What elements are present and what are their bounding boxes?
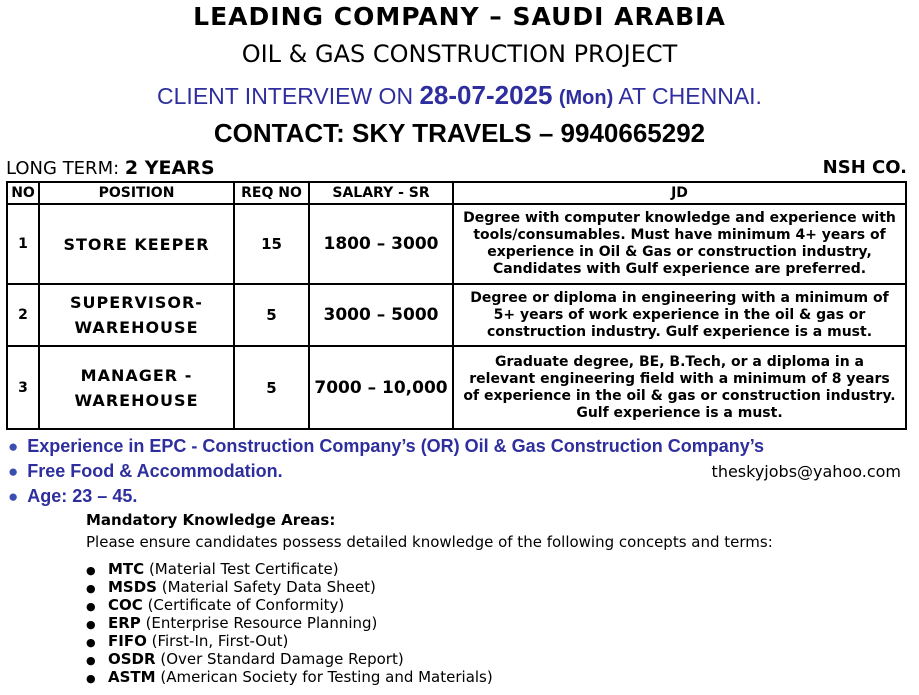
bullet-icon: ●	[86, 600, 96, 613]
company-name: NSH CO.	[822, 157, 907, 178]
jd-line: Candidates with Gulf experience are preferred.	[492, 261, 867, 277]
page-title: LEADING COMPANY – SAUDI ARABIA	[193, 2, 726, 31]
jd-line: relevant engineering field with a minimum of 8 years	[469, 370, 890, 387]
table-row	[7, 204, 906, 284]
knowledge-terms-list	[86, 560, 493, 686]
term-meaning: (American Society for Testing and Materials)	[160, 668, 493, 686]
term: MTC	[108, 560, 145, 578]
list-item	[86, 596, 493, 614]
interview-day: (Mon)	[558, 87, 614, 109]
interview-date: 28-07-2025	[419, 80, 553, 110]
position-line: WAREHOUSE	[74, 390, 199, 410]
row-req-no: 5	[234, 346, 309, 429]
term: ASTM	[108, 668, 156, 686]
jd-line: Graduate degree, BE, B.Tech, or a diploma in a	[495, 353, 864, 370]
knowledge-description: Please ensure candidates possess detailed knowledge of the following concepts and terms:	[86, 533, 773, 551]
table-row	[7, 284, 906, 346]
term-meaning: (Enterprise Resource Planning)	[145, 614, 378, 632]
bullet-icon: ●	[8, 487, 19, 506]
row-jd	[453, 204, 906, 284]
highlight-text: Age: 23 – 45.	[27, 486, 138, 506]
row-position	[39, 204, 234, 284]
list-item	[86, 668, 493, 686]
term: FIFO	[108, 632, 147, 650]
term-meaning: (Material Safety Data Sheet)	[161, 578, 376, 596]
jd-line: Gulf experience is a must.	[576, 404, 783, 421]
header-position: POSITION	[39, 182, 234, 204]
row-salary: 7000 – 10,000	[309, 346, 453, 429]
jd-line: Degree or diploma in engineering with a minimum of	[470, 289, 889, 306]
bullet-icon: ●	[86, 582, 96, 595]
bullet-icon: ●	[86, 564, 96, 577]
term-meaning: (Material Test Certificate)	[148, 560, 339, 578]
bullet-icon: ●	[8, 462, 19, 481]
contact-line: CONTACT: SKY TRAVELS – 9940665292	[213, 118, 706, 148]
list-item	[86, 614, 493, 632]
jd-line: experience in Oil & Gas or construction industry,	[487, 244, 872, 260]
row-position	[39, 346, 234, 429]
long-term-label: LONG TERM:	[6, 158, 120, 179]
term: COC	[108, 596, 143, 614]
term-meaning: (Certificate of Conformity)	[147, 596, 345, 614]
row-salary: 3000 – 5000	[309, 284, 453, 346]
row-no: 2	[7, 284, 39, 346]
table-header-row	[7, 182, 906, 204]
interview-suffix: AT CHENNAI.	[618, 83, 762, 109]
row-req-no: 15	[234, 204, 309, 284]
position-line: WAREHOUSE	[74, 318, 199, 337]
term: MSDS	[108, 578, 157, 596]
highlights-list	[8, 434, 764, 509]
row-position	[39, 284, 234, 346]
row-no: 3	[7, 346, 39, 429]
bullet-icon: ●	[86, 672, 96, 685]
term-meaning: (Over Standard Damage Report)	[160, 650, 404, 668]
header-salary: SALARY - SR	[309, 182, 453, 204]
jd-line: Degree with computer knowledge and experience with	[463, 210, 896, 226]
bullet-icon: ●	[86, 618, 96, 631]
list-item	[8, 459, 764, 484]
interview-prefix: CLIENT INTERVIEW ON	[157, 83, 414, 109]
header-req-no: REQ NO	[234, 182, 309, 204]
header-jd: JD	[453, 182, 906, 204]
long-term-value: 2 YEARS	[124, 157, 215, 179]
row-req-no: 5	[234, 284, 309, 346]
page-subtitle: OIL & GAS CONSTRUCTION PROJECT	[241, 40, 678, 68]
knowledge-heading: Mandatory Knowledge Areas:	[86, 511, 336, 529]
row-jd	[453, 346, 906, 429]
position-line: SUPERVISOR-	[70, 293, 203, 312]
term: ERP	[108, 614, 141, 632]
position-line: MANAGER -	[80, 365, 193, 385]
row-jd	[453, 284, 906, 346]
header-no: NO	[7, 182, 39, 204]
list-item	[86, 578, 493, 596]
contact-email: theskyjobs@yahoo.com	[711, 462, 901, 481]
row-no: 1	[7, 204, 39, 284]
term: OSDR	[108, 650, 156, 668]
jd-line: tools/consumables. Must have minimum 4+ years of	[473, 227, 886, 243]
position-line: STORE KEEPER	[63, 234, 210, 254]
list-item	[86, 560, 493, 578]
row-salary: 1800 – 3000	[309, 204, 453, 284]
jd-line: 5+ years of work experience in the oil & gas or	[493, 306, 866, 323]
list-item	[86, 650, 493, 668]
long-term	[6, 157, 215, 179]
bullet-icon: ●	[8, 437, 19, 456]
list-item	[86, 632, 493, 650]
highlight-text: Free Food & Accommodation.	[27, 461, 283, 481]
list-item	[8, 434, 764, 459]
jd-line: construction industry. Gulf experience is a must.	[486, 323, 873, 340]
highlight-text: Experience in EPC - Construction Company’s (OR) Oil & Gas Construction Company’s	[27, 436, 765, 456]
interview-line	[0, 80, 919, 111]
table-row	[7, 346, 906, 429]
jobs-table	[6, 181, 907, 430]
term-meaning: (First-In, First-Out)	[151, 632, 289, 650]
jd-line: of experience in the oil & gas or construction industry.	[463, 387, 896, 404]
bullet-icon: ●	[86, 636, 96, 649]
list-item	[8, 484, 764, 509]
bullet-icon: ●	[86, 654, 96, 667]
